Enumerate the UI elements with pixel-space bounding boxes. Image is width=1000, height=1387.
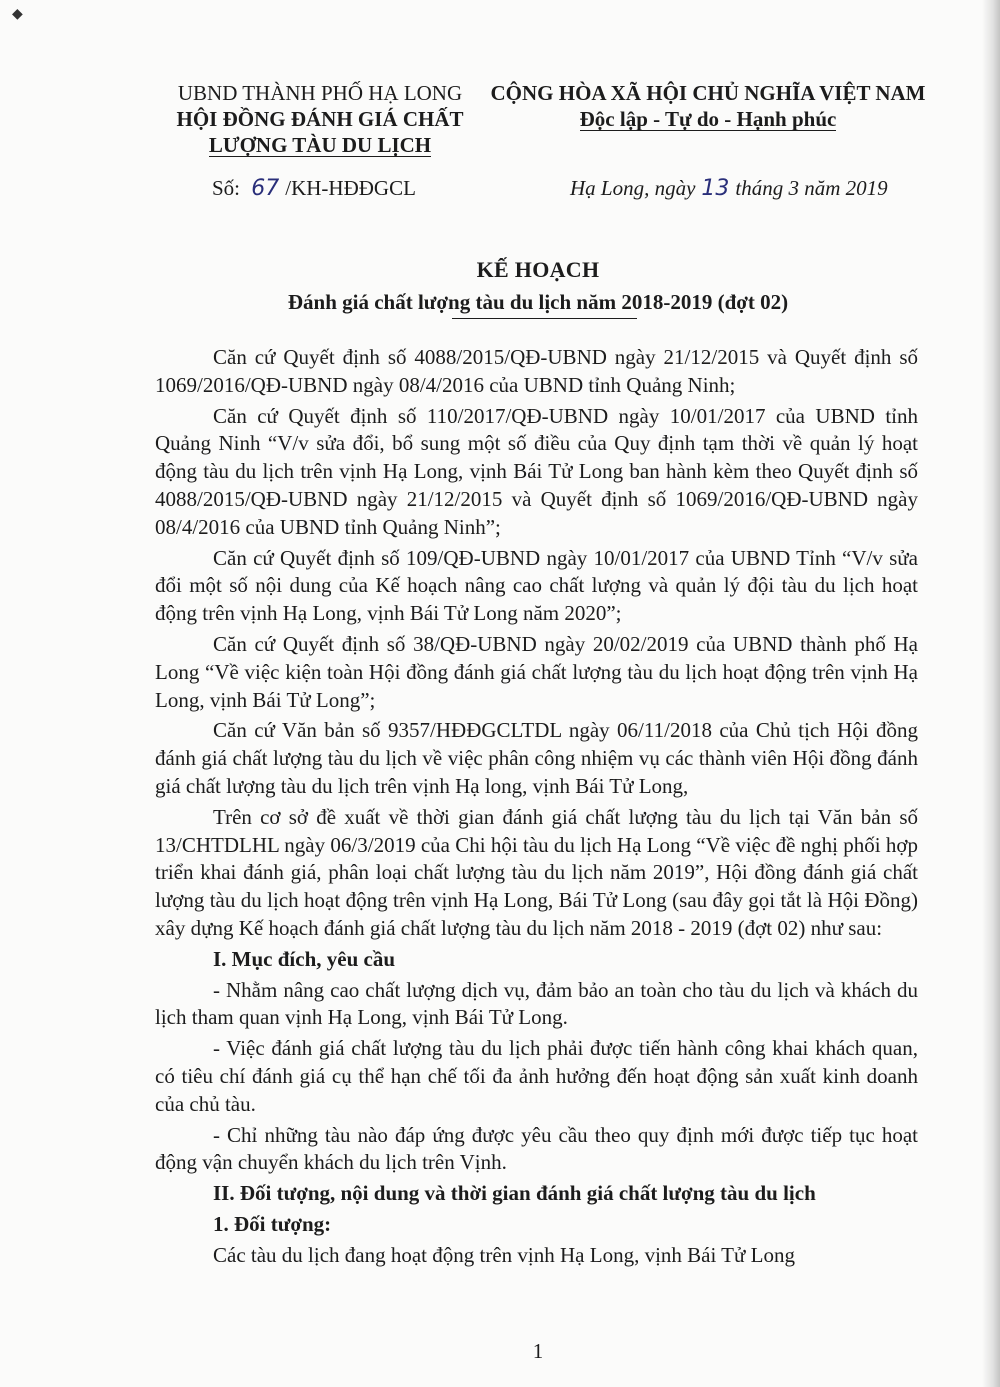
document-body (155, 344, 918, 1270)
paragraph: - Nhằm nâng cao chất lượng dịch vụ, đảm bảo an toàn cho tàu du lịch và khách du lịch tham quan vịnh Hạ Long, vịnh Bái Tử Long. (155, 977, 918, 1030)
place-and-date (570, 176, 888, 201)
date-suffix: tháng 3 năm 2019 (735, 176, 888, 200)
document-subtitle: Đánh giá chất lượng tàu du lịch năm 2018-2019 (đợt 02) (287, 290, 789, 314)
handwritten-day: 13 (701, 176, 730, 201)
paragraph: Căn cứ Quyết định số 110/2017/QĐ-UBND ngày 10/01/2017 của UBND tỉnh Quảng Ninh “V/v sửa đổi, bổ sung một số điều của Quy định tạm thời về quản lý hoạt động tàu du lịch trên vịnh Hạ Long, vịnh Bái Tử Long ban hành kèm theo Quyết định số 4088/2015/QĐ-UBND ngày 21/12/2015 và Quyết định số 1069/2016/QĐ-UBND ngày 08/4/2016 của UBND tỉnh Quảng Ninh”; (155, 403, 918, 539)
page-number: 1 (532, 1339, 544, 1363)
section-heading: I. Mục đích, yêu cầu (213, 946, 396, 971)
paragraph: - Việc đánh giá chất lượng tàu du lịch phải được tiến hành công khai khách quan, có tiêu chí đánh giá cụ thể hạn chế tối đa ảnh hưởng đến hoạt động sản xuất kinh doanh của chủ tàu. (155, 1036, 918, 1116)
paragraph: Căn cứ Quyết định số 109/QĐ-UBND ngày 10/01/2017 của UBND Tỉnh “V/v sửa đổi một số nội dung của Kế hoạch nâng cao chất lượng và quản lý đội tàu du lịch hoạt động trên vịnh Hạ Long, vịnh Bái Tử Long năm 2020”; (155, 545, 918, 626)
motto-line-2 (488, 106, 928, 132)
section-heading: II. Đối tượng, nội dung và thời gian đánh giá chất lượng tàu du lịch (213, 1181, 816, 1206)
paragraph: Các tàu du lịch đang hoạt động trên vịnh Hạ Long, vịnh Bái Tử Long (213, 1242, 795, 1267)
motto-line-2-text: Độc lập - Tự do - Hạnh phúc (579, 107, 837, 131)
document-title: KẾ HOẠCH (476, 257, 600, 282)
authority-line-1: UBND THÀNH PHỐ HẠ LONG (177, 81, 463, 105)
paragraph: Trên cơ sở đề xuất về thời gian đánh giá chất lượng tàu du lịch tại Văn bản số 13/CHTDLHL ngày 06/3/2019 của Chi hội tàu du lịch Hạ Long “Về việc đề nghị phối hợp triển khai đánh giá, phân loại chất lượng tàu du lịch năm 2019”, Hội đồng đánh giá chất lượng tàu du lịch hoạt động trên vịnh Hạ Long, Bái Tử Long (sau đây gọi tắt là Hội Đồng) xây dựng Kế hoạch đánh giá chất lượng tàu du lịch năm 2018 - 2019 (đợt 02) như sau: (155, 804, 918, 940)
motto-line-1: CỘNG HÒA XÃ HỘI CHỦ NGHĨA VIỆT NAM (490, 81, 926, 105)
paragraph: Căn cứ Văn bản số 9357/HĐĐGCLTDL ngày 06/11/2018 của Chủ tịch Hội đồng đánh giá chất lượng tàu du lịch về việc phân công nhiệm vụ các thành viên Hội đồng đánh giá chất lượng tàu du lịch trên vịnh Hạ long, vịnh Bái Tử Long, (155, 718, 918, 798)
scan-edge-shadow (982, 0, 1000, 1387)
subsection-heading: 1. Đối tượng: (213, 1211, 332, 1236)
date-prefix: Hạ Long, ngày (570, 176, 696, 200)
scan-corner-mark: ◆ (12, 7, 23, 22)
paragraph: Căn cứ Quyết định số 4088/2015/QĐ-UBND ngày 21/12/2015 và Quyết định số 1069/2016/QĐ-UBND ngày 08/4/2016 của UBND tỉnh Quảng Ninh; (155, 345, 918, 397)
subtitle-underline (452, 318, 637, 319)
document-number (212, 176, 416, 201)
authority-line-3-text: LƯỢNG TÀU DU LỊCH (208, 133, 432, 157)
national-motto (488, 80, 928, 132)
issuing-authority (150, 80, 490, 158)
paragraph: - Chỉ những tàu nào đáp ứng được yêu cầu theo quy định mới được tiếp tục hoạt động vận chuyển khách du lịch trên Vịnh. (155, 1122, 918, 1175)
authority-line-2: HỘI ĐỒNG ĐÁNH GIÁ CHẤT (176, 107, 464, 131)
number-prefix: Số: (212, 176, 241, 200)
handwritten-number: 67 (251, 176, 280, 201)
paragraph: Căn cứ Quyết định số 38/QĐ-UBND ngày 20/02/2019 của UBND thành phố Hạ Long “Về việc kiện toàn Hội đồng đánh giá chất lượng tàu du lịch hoạt động trên vịnh Hạ Long, vịnh Bái Tử Long”; (155, 631, 918, 712)
authority-line-3 (150, 132, 490, 158)
number-suffix: /KH-HĐĐGCL (285, 176, 416, 200)
